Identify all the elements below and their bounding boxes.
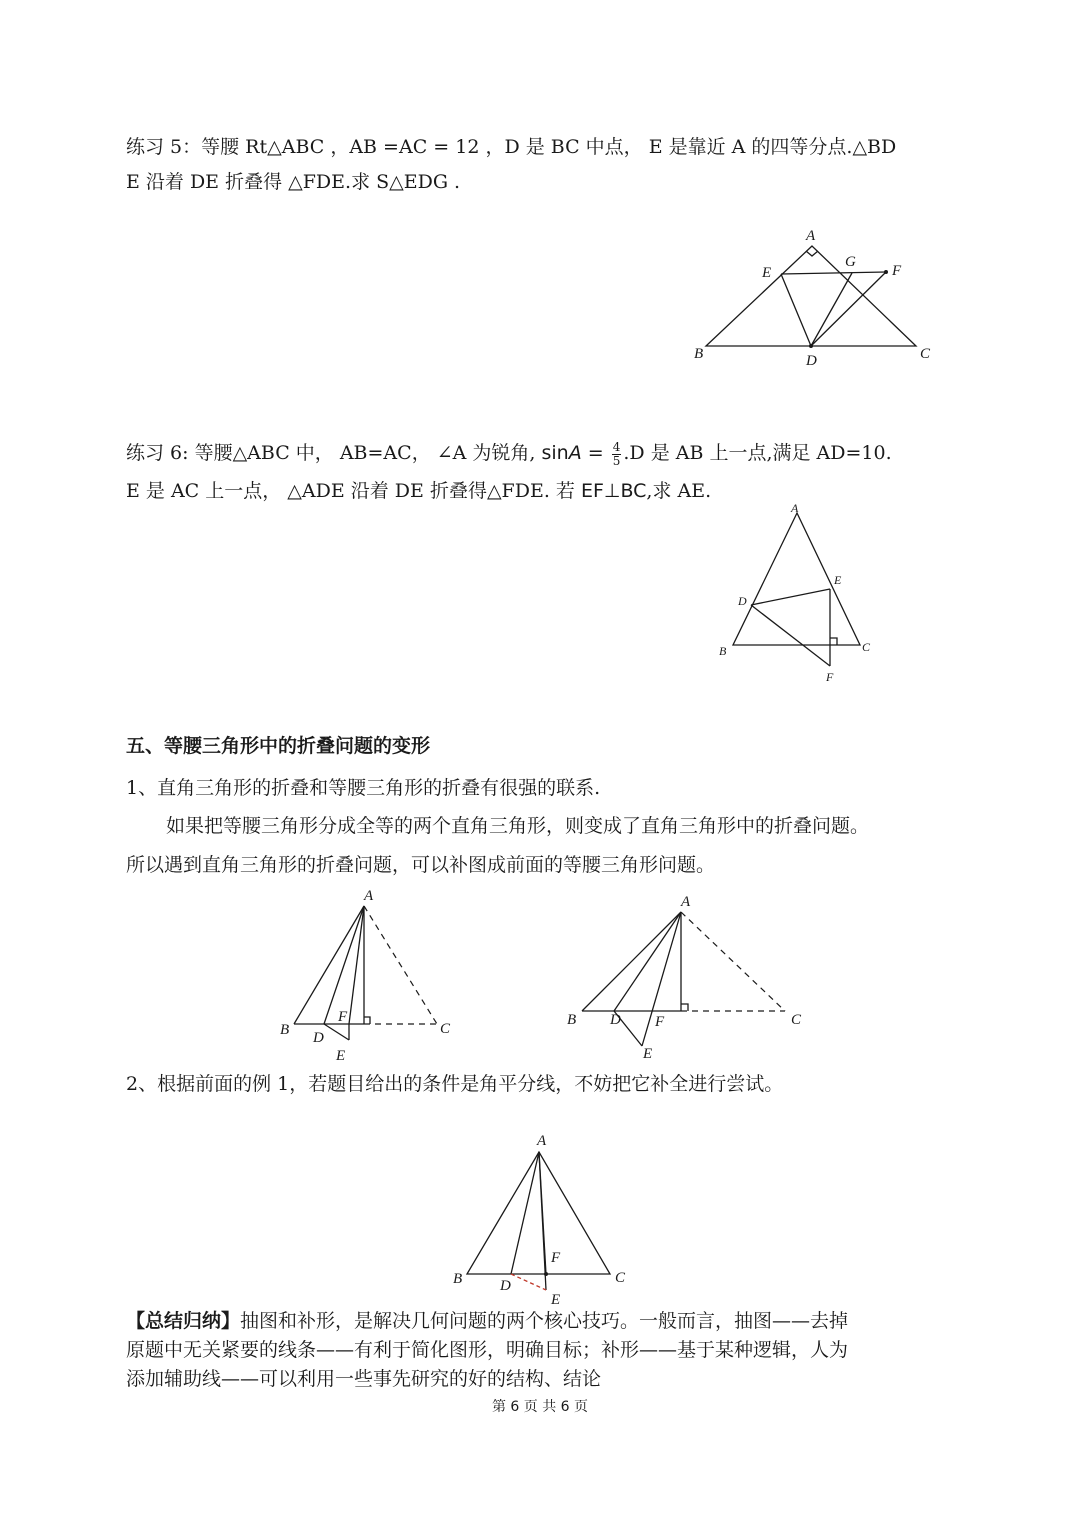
sin-function: sinA = — [541, 442, 610, 464]
exercise-5-line-1: 练习 5：等腰 Rt△ABC ，AB =AC = 12 ，D 是 BC 中点， E 是靠近 A 的四等分点.△BD — [126, 136, 897, 158]
fig3-label-b: B — [280, 1022, 290, 1038]
summary-line-2: 原题中无关紧要的线条——有利于简化图形，明确目标；补形——基于某种逻辑，人为 — [126, 1339, 849, 1361]
exercise-6-text-a: 练习 6: 等腰△ABC 中， AB=AC， ∠A 为锐角, — [126, 442, 542, 464]
section-5-paragraph-4: 2、根据前面的例 1，若题目给出的条件是角平分线，不妨把它补全进行尝试。 — [126, 1073, 784, 1095]
exercise-5-line-2: E 沿着 DE 折叠得 △FDE.求 S△EDG . — [126, 171, 461, 193]
fig5-label-f: F — [551, 1250, 561, 1266]
fig3-label-a: A — [364, 888, 374, 904]
perpendicular-condition: EF⊥BC — [580, 480, 647, 502]
fig3-label-d: D — [313, 1030, 324, 1046]
fig3-label-c: C — [440, 1021, 451, 1037]
section-5-title: 五、等腰三角形中的折叠问题的变形 — [126, 735, 431, 757]
fig1-label-b: B — [694, 346, 704, 362]
fig5-label-b: B — [453, 1271, 463, 1287]
summary-line-3: 添加辅助线——可以利用一些事先研究的好的结构、结论 — [126, 1368, 602, 1390]
section-5-paragraph-1: 1、直角三角形的折叠和等腰三角形的折叠有很强的联系. — [126, 777, 601, 799]
fig2-label-c: C — [862, 640, 871, 654]
exercise-6-text-d: ,求 AE. — [646, 480, 712, 502]
summary-line-1 — [126, 1307, 848, 1335]
fig5-label-d: D — [500, 1278, 511, 1294]
fig2-label-d: D — [738, 594, 747, 608]
summary-text-1: 抽图和补形，是解决几何问题的两个核心技巧。一般而言，抽图——去掉 — [240, 1310, 849, 1332]
fig1-label-g: G — [845, 254, 856, 270]
fig3-label-e: E — [336, 1048, 346, 1064]
fig5-label-c: C — [615, 1270, 626, 1286]
fig4-label-f: F — [655, 1014, 665, 1030]
fig4-label-b: B — [567, 1012, 577, 1028]
fig4-label-e: E — [643, 1046, 653, 1062]
fig5-label-e: E — [551, 1292, 561, 1308]
summary-tag: 【总结归纳】 — [126, 1310, 241, 1332]
fig2-label-f: F — [826, 670, 834, 684]
fig1-label-c: C — [920, 346, 931, 362]
fig4-label-d: D — [610, 1012, 621, 1028]
exercise-6-text-b: .D 是 AB 上一点,满足 AD=10. — [623, 442, 892, 464]
fig1-label-f: F — [892, 263, 902, 279]
fig1-label-d: D — [806, 353, 817, 369]
fig3-label-f: F — [338, 1009, 348, 1025]
fig1-label-e: E — [762, 265, 772, 281]
section-5-paragraph-2: 如果把等腰三角形分成全等的两个直角三角形，则变成了直角三角形中的折叠问题。 — [166, 815, 870, 837]
fig2-label-a: A — [791, 501, 799, 515]
fig4-label-a: A — [681, 894, 691, 910]
page-footer: 第 6 页 共 6 页 — [491, 1399, 589, 1415]
fraction-four-fifths: $\frac{4}{5}$ — [612, 439, 621, 468]
fig4-label-c: C — [791, 1012, 802, 1028]
fig2-label-b: B — [719, 644, 727, 658]
section-5-paragraph-3: 所以遇到直角三角形的折叠问题，可以补图成前面的等腰三角形问题。 — [126, 854, 716, 876]
fig5-label-a: A — [537, 1133, 547, 1149]
fig1-label-a: A — [806, 228, 816, 244]
fig2-label-e: E — [834, 573, 842, 587]
exercise-6-text-c: E 是 AC 上一点， △ADE 沿着 DE 折叠得△FDE. 若 — [126, 480, 581, 502]
